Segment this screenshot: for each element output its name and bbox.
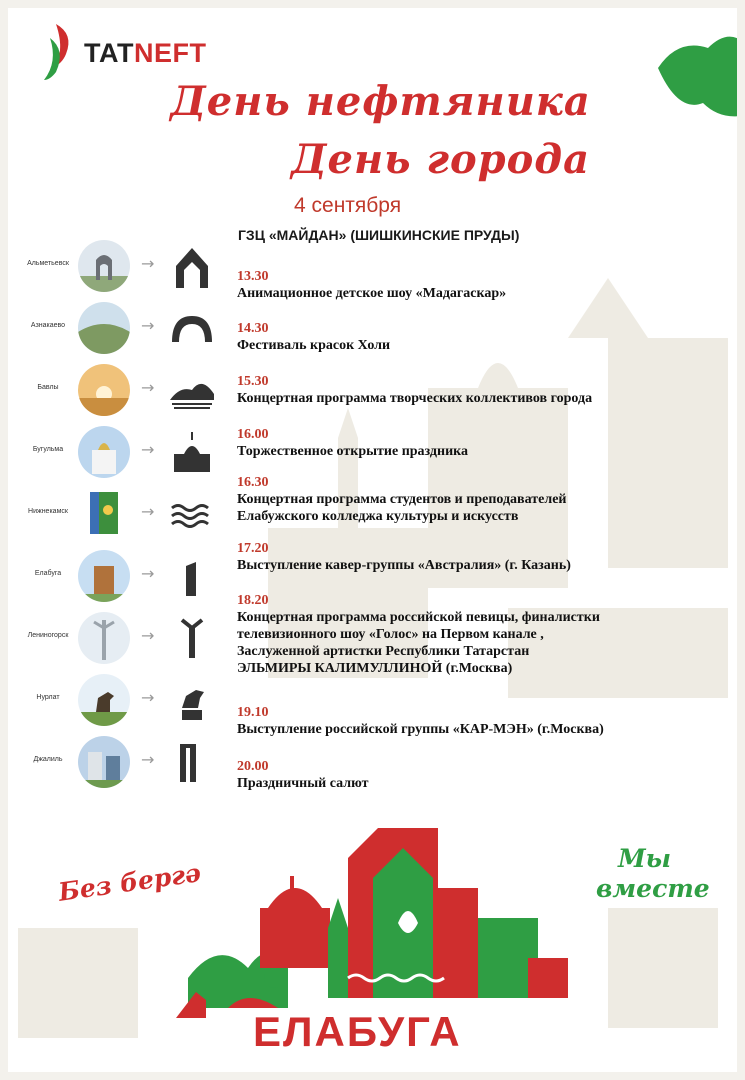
event-time: 17.20 [237,541,269,556]
leninogorsk-stele-icon [168,616,216,660]
city-row [8,670,238,730]
event-time: 13.30 [237,269,269,284]
city-name: Елабуга [34,570,62,577]
event-item [237,704,707,738]
city-photo [78,302,130,354]
aznakaevo-arch-icon [168,306,216,350]
arrow-right-icon: → [141,688,155,707]
event-date: 4 сентября [294,194,402,217]
city-photo [78,736,130,788]
event-description-line: Выступление кавер-группы «Австралия» (г. Казань) [237,558,571,573]
event-description-line: телевизионного шоу «Голос» на Первом канале , [237,627,544,642]
arrow-right-icon: → [141,626,155,645]
event-description [237,390,707,407]
slogan-my-vmeste [590,838,720,918]
slogan-my-line2: вместе [596,874,710,903]
event-item [237,592,707,677]
city-name: Лениногорск [27,632,69,639]
city-row [8,484,238,544]
city-name: Альметьевск [27,260,69,267]
city-name-elabuga: ЕЛАБУГА [253,1008,462,1055]
city-row [8,608,238,668]
city-row [8,546,238,606]
nurlat-horse-icon [168,678,216,722]
bavly-hills-icon [168,368,216,412]
event-description-line: Выступление российской группы «КАР-МЭН» (г.Москва) [237,722,604,737]
event-description [237,775,707,792]
event-item [237,540,707,574]
event-description [237,557,707,574]
city-row [8,360,238,420]
event-time: 14.30 [237,321,269,336]
city-name: Бугульма [32,446,64,453]
arrow-right-icon: → [141,564,155,583]
event-description-line: Анимационное детское шоу «Мадагаскар» [237,286,507,301]
logo-text-part1: TAT [84,38,134,68]
arrow-right-icon: → [141,254,155,273]
city-name: Бавлы [37,384,59,391]
event-description-line: Концертная программа студентов и преподавателей [237,492,567,507]
city-photo [78,612,130,664]
city-row [8,732,238,792]
event-description-line: ЭЛЬМИРЫ КАЛИМУЛЛИНОЙ (г.Москва) [237,661,513,676]
event-description [237,337,707,354]
event-description [237,609,707,677]
city-photo [78,364,130,416]
jalil-monument-icon [168,740,216,784]
city-name: Азнакаево [30,322,66,329]
slogan-bez-berge: Без бергә [56,858,203,907]
event-item [237,320,707,354]
event-description-line: Фестиваль красок Холи [237,338,391,353]
city-photo [78,488,130,540]
city-photo [78,550,130,602]
city-list [8,234,238,794]
nizhnekamsk-waves-icon [168,492,216,536]
arrow-right-icon: → [141,440,155,459]
event-time: 16.00 [237,427,269,442]
city-photo [78,674,130,726]
event-item [237,758,707,792]
event-description-line: Праздничный салют [237,776,369,791]
event-description [237,491,707,525]
title-line-1: День нефтяника [170,78,591,125]
event-item [237,268,707,302]
event-item [237,426,707,460]
city-photo [78,426,130,478]
event-description [237,443,707,460]
event-description-line: Концертная программа творческих коллективов города [237,391,593,406]
arrow-right-icon: → [141,502,155,521]
arrow-right-icon: → [141,750,155,769]
city-name: Нижнекамск [28,508,68,515]
elabuga-city-illustration [168,828,588,1028]
event-description-line: Елабужского колледжа культуры и искусств [237,509,519,524]
city-name: Нурлат [36,694,60,701]
event-description [237,285,707,302]
elabuga-tower-icon [168,554,216,598]
arrow-right-icon: → [141,378,155,397]
event-description [237,721,707,738]
event-time: 20.00 [237,759,269,774]
event-time: 19.10 [237,705,269,720]
tatneft-logo-text [84,38,206,69]
event-item [237,474,707,525]
event-time: 16.30 [237,475,269,490]
slogan-my-line1: Мы [618,844,672,873]
event-time: 15.30 [237,374,269,389]
city-name: Джалиль [33,756,63,763]
arrow-right-icon: → [141,316,155,335]
venue: ГЗЦ «МАЙДАН» (ШИШКИНСКИЕ ПРУДЫ) [238,227,520,243]
event-description-line: Заслуженной артистки Республики Татарстан [237,644,530,659]
poster [8,8,737,1072]
event-description-line: Торжественное открытие праздника [237,444,468,459]
event-time: 18.20 [237,593,269,608]
almetyevsk-monument-icon [168,244,216,288]
event-description-line: Концертная программа российской певицы, финалистки [237,610,600,625]
bugulma-building-icon [168,430,216,474]
city-row [8,236,238,296]
event-item [237,373,707,407]
city-row [8,298,238,358]
logo-text-part2: NEFT [133,38,207,68]
city-row [8,422,238,482]
city-photo [78,240,130,292]
title-line-2: День города [290,136,591,183]
